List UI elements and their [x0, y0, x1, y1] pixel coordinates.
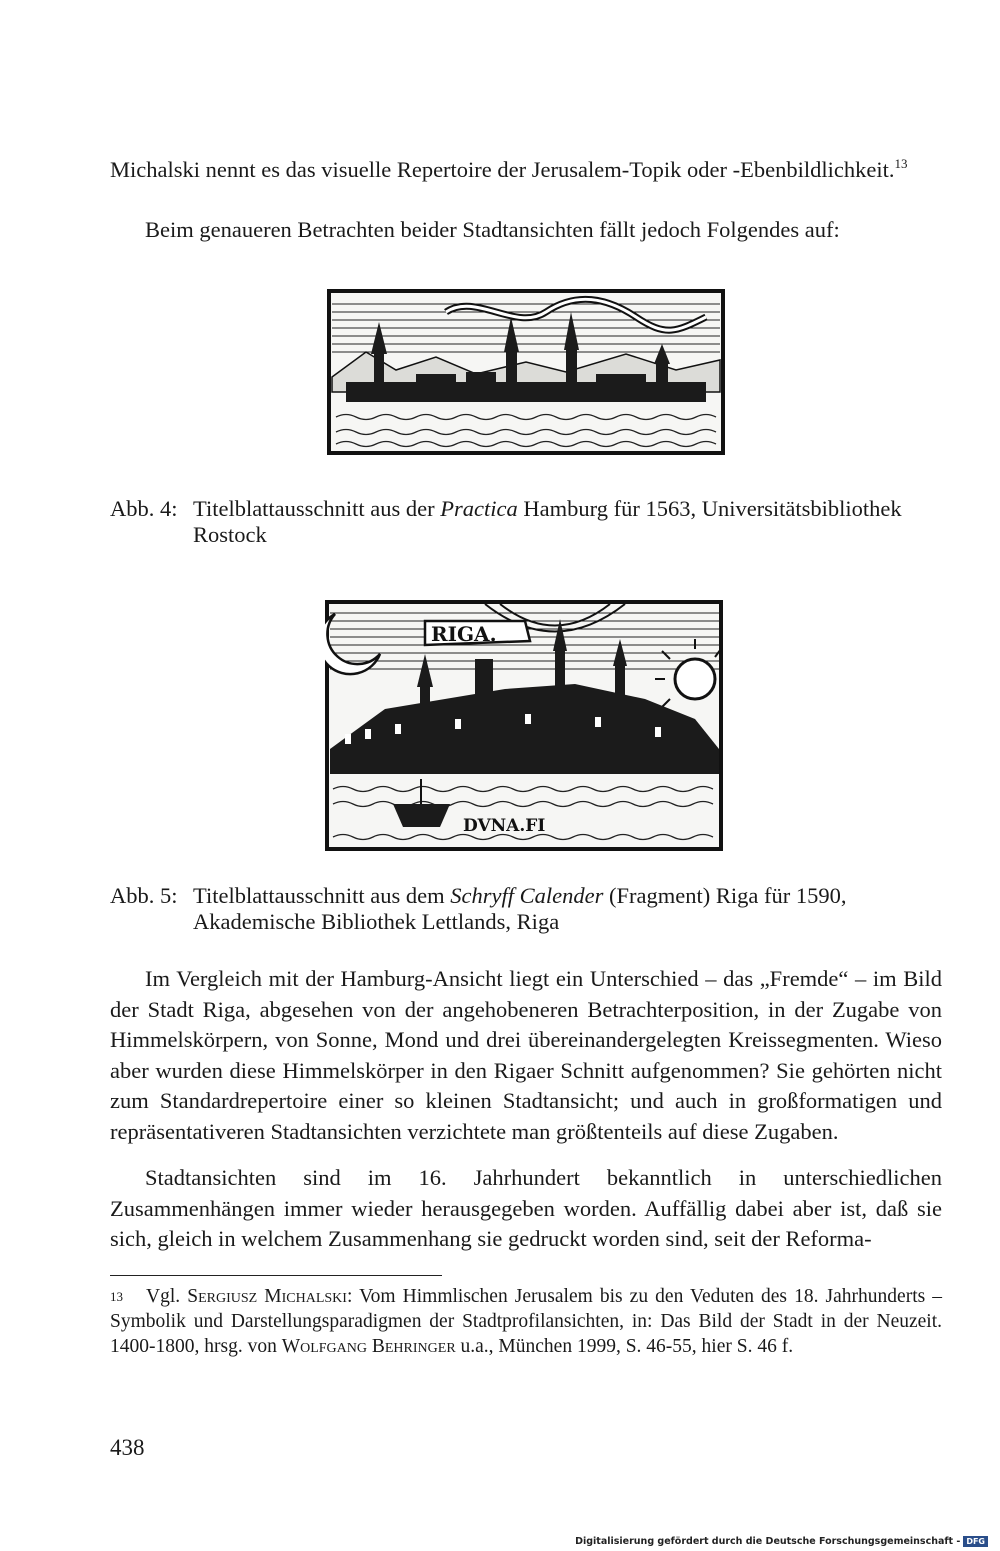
dfg-logo: DFG [963, 1536, 988, 1547]
footnote-number: 13 [110, 1289, 123, 1304]
figure-4-label: Abb. 4: [110, 496, 178, 521]
footnote-separator [110, 1275, 442, 1276]
paragraph-3: Im Vergleich mit der Hamburg-Ansicht liegt ein Unterschied – das „Fremde“ – im Bild der Stadt Riga, abgesehen von der angehobeneren Betrachterposition, in der Zugabe von Himmelskörpern, von Sonne, Mond und drei übereinandergelegten Kreissegmenten. Wieso aber wurden diese Himmelskörper in den Rigaer Schnitt aufgenommen? Sie gehörten nicht zum Standardrepertoire einer so kleinen Stadtansicht; und auch in großformatigen und repräsentativeren Stadtansichten verzichtete man größtenteils auf diese Zugaben. [110, 966, 942, 1144]
figure-riga-woodcut [325, 599, 725, 854]
page-number: 438 [110, 1435, 145, 1460]
woodcut-label-duna: DVNA.FI [463, 816, 546, 836]
paragraph-2: Beim genaueren Betrachten beider Stadtansichten fällt jedoch Folgendes auf: [145, 217, 840, 242]
figure-4-caption-text: Titelblattausschnitt aus der Practica Hamburg für 1563, Universitätsbibliothek Rostock [193, 496, 902, 547]
figure-5-caption-text: Titelblattausschnitt aus dem Schryff Calender (Fragment) Riga für 1590, Akademische Bibliothek Lettlands, Riga [193, 883, 847, 934]
figure-5-caption [110, 883, 942, 935]
digitization-footer [575, 1536, 988, 1547]
footnote-text: Vgl. Sergiusz Michalski: Vom Himmlischen Jerusalem bis zu den Veduten des 18. Jahrhunderts – Symbolik und Darstellungsparadigmen der Stadtprofilansichten, in: Das Bild der Stadt in der Neuzeit. 1400-1800, hrsg. von Wolfgang Behringer u.a., München 1999, S. 46-55, hier S. 46 f. [110, 1286, 943, 1357]
figure-4-caption [110, 496, 942, 548]
paragraph-1: Michalski nennt es das visuelle Repertoire der Jerusalem-Topik oder -Ebenbildlichkeit.$^{13}$ [110, 156, 908, 182]
figure-5-label: Abb. 5: [110, 883, 178, 908]
woodcut-label-riga: RIGA. [431, 622, 497, 646]
paragraph-4: Stadtansichten sind im 16. Jahrhundert bekanntlich in unterschiedlichen Zusammenhängen immer wieder herausgegeben worden. Auffällig dabei aber ist, daß sie sich, gleich in welchem Zusammenhang sie gedruckt worden sind, seit der Reforma- [110, 1165, 942, 1251]
figure-hamburg-woodcut [326, 282, 726, 482]
footnote-13 [110, 1284, 942, 1359]
footer-text: Digitalisierung gefördert durch die Deutsche Forschungsgemeinschaft - [575, 1536, 961, 1547]
footnote-ref: 13 [894, 156, 908, 171]
